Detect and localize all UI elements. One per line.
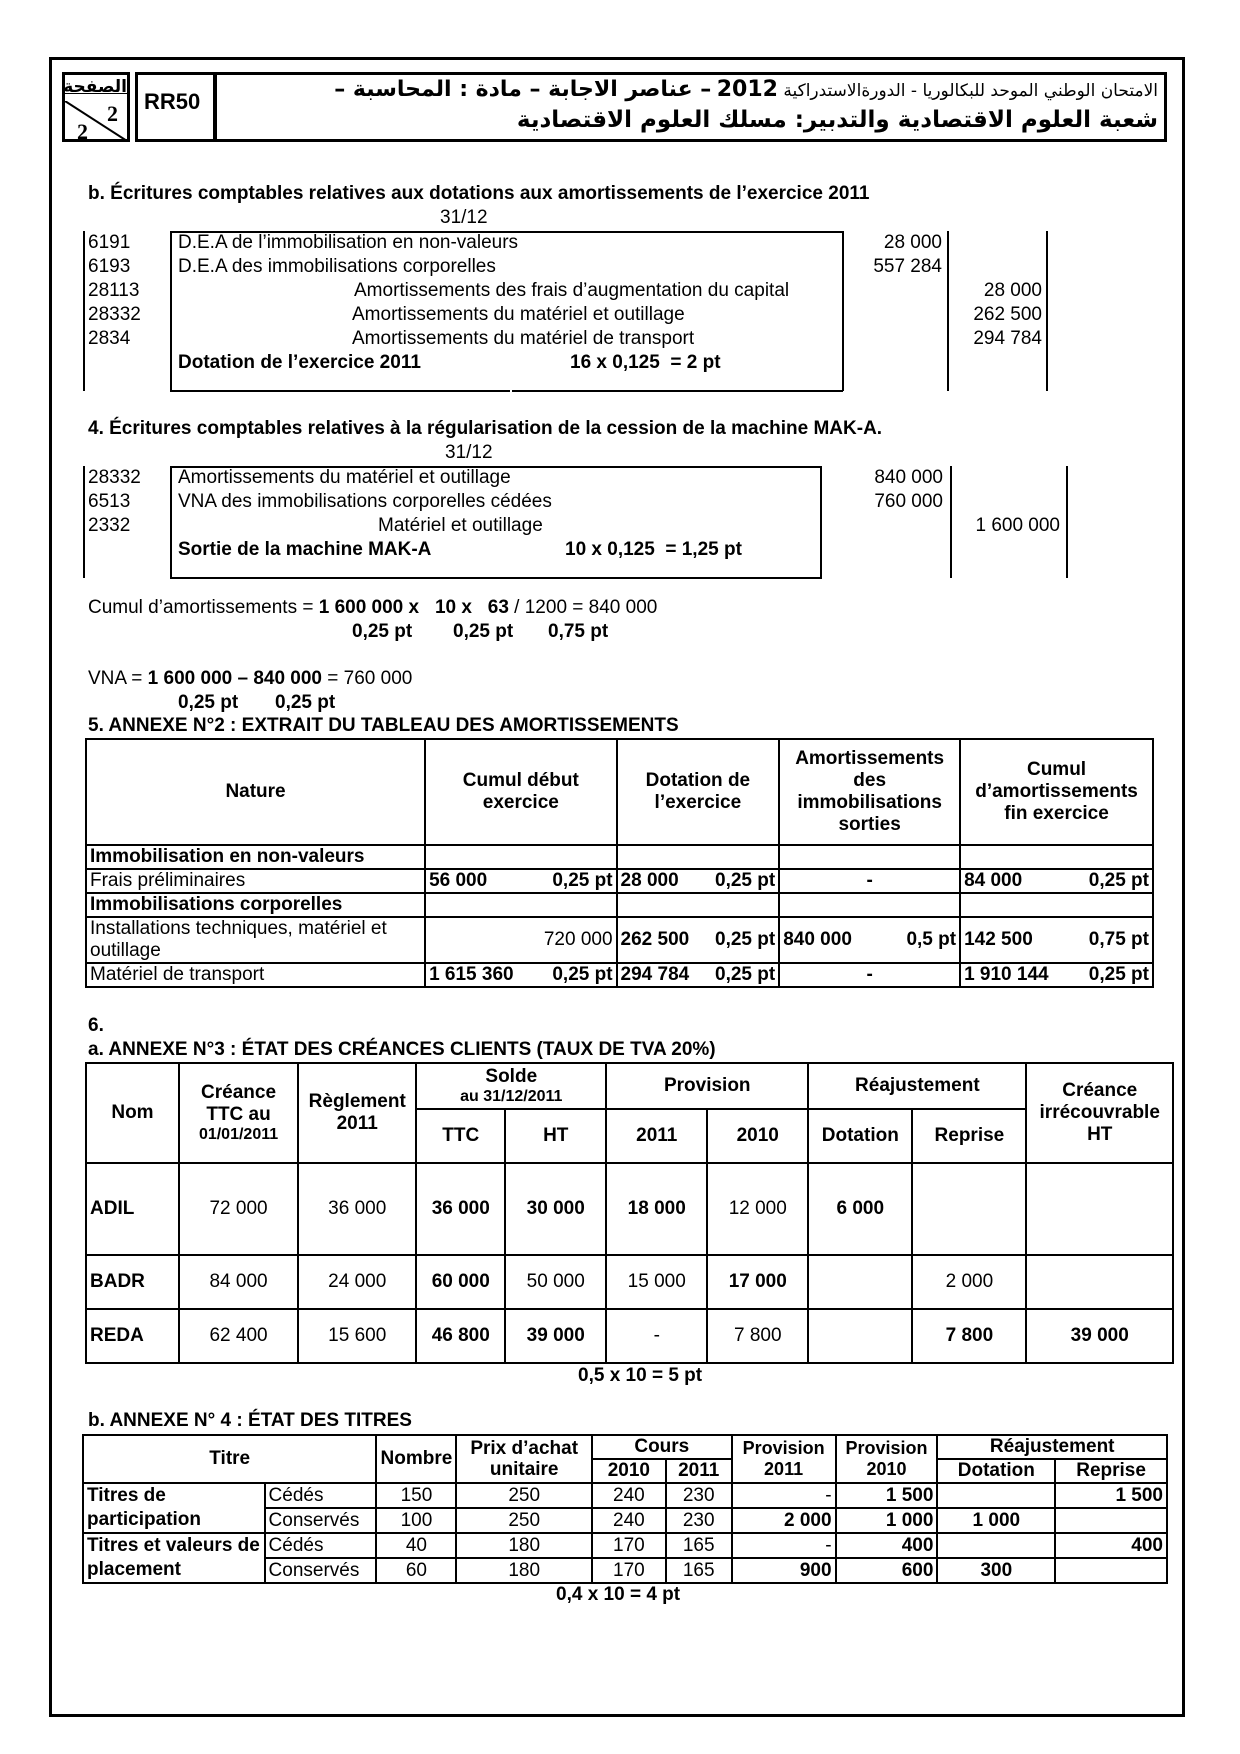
journal-b-row: [88, 304, 141, 326]
cell: 180: [456, 1558, 592, 1583]
annexe4-table: [82, 1434, 1168, 1584]
cell: 46 800: [416, 1309, 505, 1363]
journal-b-credit: 28 000: [983, 280, 1042, 301]
cell-value: 142 500: [964, 929, 1033, 950]
cell: -: [732, 1483, 836, 1508]
cell: 84 000: [179, 1255, 298, 1309]
vna-pt-1: 0,25 pt: [178, 692, 239, 713]
header-provision: Provision: [606, 1063, 808, 1109]
cell: 1 500: [836, 1483, 938, 1508]
journal-b-row: [88, 232, 130, 254]
cell: 165: [666, 1558, 732, 1583]
cell-value: 294 784: [620, 964, 690, 985]
journal-b-label: Amortissements du matériel de transport: [352, 328, 695, 349]
cell-value: 262 500: [620, 929, 690, 950]
cell: 170: [592, 1533, 666, 1558]
journal-b-debit: 557 284: [873, 256, 942, 277]
journal-b-left-line: [170, 231, 172, 391]
section-4-title: 4. Écritures comptables relatives à la régularisation de la cession de la machine MAK-A.: [88, 418, 883, 439]
journal-4-footer-label: Sortie de la machine MAK-A: [178, 539, 432, 560]
cell: 600: [836, 1558, 938, 1583]
cell: 36 000: [416, 1163, 505, 1255]
cell: 2 000: [912, 1255, 1026, 1309]
cumul-d: / 1200: [508, 597, 568, 618]
journal-b-right-line: [842, 231, 844, 391]
exam-year: 2012: [716, 77, 778, 102]
account-number: 28113: [88, 280, 140, 301]
cell: [937, 1483, 1055, 1508]
journal-b-credit: 294 784: [973, 328, 1042, 349]
cell-nature: Frais préliminaires: [86, 869, 425, 893]
subheader: HT: [505, 1109, 606, 1163]
cell-value: 1 910 144: [964, 964, 1049, 985]
cumul-pt-3: 0,75 pt: [548, 621, 609, 642]
journal-4-label: Matériel et outillage: [378, 515, 543, 536]
header-dotation: Dotation de l’exercice: [617, 739, 780, 845]
exam-code: RR50: [144, 89, 201, 114]
cell: 170: [592, 1558, 666, 1583]
table-row: [86, 869, 1153, 893]
cell-points: 0,25 pt: [715, 870, 776, 891]
cell-points: 0,75 pt: [1088, 929, 1149, 950]
header-reajustement: Réajustement: [808, 1063, 1026, 1109]
annexe2-table: [85, 738, 1154, 988]
vna-result: = 760 000: [322, 668, 413, 689]
header-cumul-debut: Cumul début exercice: [425, 739, 616, 845]
header-solde: [416, 1063, 606, 1109]
journal-b-margin-line: [83, 231, 85, 391]
cell: 300: [937, 1558, 1055, 1583]
cell-etat: Cédés: [265, 1533, 377, 1558]
cumul-formula: [88, 597, 657, 619]
cell: [808, 1255, 912, 1309]
cell-value: 840 000: [783, 929, 852, 950]
subheader: TTC: [416, 1109, 505, 1163]
journal-b-end-line: [1046, 231, 1048, 391]
header-creance-label: Créance TTC au: [201, 1082, 277, 1125]
section-b-date: 31/12: [440, 207, 488, 228]
header-prix: Prix d’achat unitaire: [456, 1435, 592, 1483]
journal-4-margin-line: [83, 466, 85, 578]
cell: 39 000: [1026, 1309, 1173, 1363]
header-cours: Cours: [592, 1435, 732, 1459]
cell-nom: REDA: [86, 1309, 179, 1363]
journal-4-credit: 1 600 000: [975, 515, 1060, 536]
header-creance-date: 01/01/2011: [198, 1126, 279, 1143]
cell-etat: Conservés: [265, 1558, 377, 1583]
cell: [1055, 1558, 1167, 1583]
journal-b-bottom-left: [170, 390, 510, 392]
journal-b-label: D.E.A des immobilisations corporelles: [178, 256, 496, 277]
header-creance: [179, 1063, 298, 1163]
header-reajustement: Réajustement: [937, 1435, 1167, 1459]
annexe3-points: 0,5 x 10 = 5 pt: [578, 1365, 703, 1386]
cell: [808, 1309, 912, 1363]
cell: 1 000: [937, 1508, 1055, 1533]
journal-b-row: [88, 256, 130, 278]
journal-b-row: [88, 280, 139, 302]
subheader: 2010: [707, 1109, 808, 1163]
journal-4-account: 2332: [88, 515, 131, 536]
cell: 17 000: [707, 1255, 808, 1309]
header-irrecouvrable: Créance irrécouvrable HT: [1026, 1063, 1173, 1163]
exam-title: – عناصر الاجابة – مادة : المحاسبة –: [334, 77, 712, 102]
cell-nature: Installations techniques, matériel et outillage: [86, 917, 425, 963]
account-number: 28332: [88, 304, 141, 325]
journal-4-end-line: [1066, 466, 1068, 578]
cell-points: 0,25 pt: [715, 929, 776, 950]
cell-points: 0,5 pt: [906, 929, 957, 950]
cell: 230: [666, 1483, 732, 1508]
cell: 24 000: [298, 1255, 416, 1309]
header-solde-label: Solde: [485, 1066, 538, 1087]
account-number: 2834: [88, 328, 131, 349]
page-label: الصفحة: [63, 77, 127, 97]
cell-nom: ADIL: [86, 1163, 179, 1255]
cell: [1026, 1255, 1173, 1309]
header-line2: شعبة العلوم الاقتصادية والتدبير: مسلك العلوم الاقتصادية: [516, 107, 1158, 133]
cell: 180: [456, 1533, 592, 1558]
cell: 62 400: [179, 1309, 298, 1363]
cell: 72 000: [179, 1163, 298, 1255]
cell: 400: [836, 1533, 938, 1558]
cell-nature: Matériel de transport: [86, 963, 425, 987]
cell: 7 800: [707, 1309, 808, 1363]
cell-value: -: [779, 869, 960, 893]
cell-points: 0,25 pt: [1088, 964, 1149, 985]
section-b-title: b. Écritures comptables relatives aux dotations aux amortissements de l’exercice 2011: [88, 183, 870, 204]
subheader: 2010: [592, 1459, 666, 1483]
cell: -: [606, 1309, 707, 1363]
cell: 36 000: [298, 1163, 416, 1255]
journal-4-account: 28332: [88, 467, 141, 488]
title-box: [213, 72, 1167, 142]
cell: 165: [666, 1533, 732, 1558]
header-nom: Nom: [86, 1063, 179, 1163]
page-total: 2: [77, 119, 88, 144]
cell: 12 000: [707, 1163, 808, 1255]
section-4-date: 31/12: [445, 442, 493, 463]
journal-b-credit: 262 500: [973, 304, 1042, 325]
cell: 50 000: [505, 1255, 606, 1309]
group-label: Immobilisation en non-valeurs: [86, 845, 425, 869]
subheader: 2011: [666, 1459, 732, 1483]
cell-points: 0,25 pt: [715, 964, 776, 985]
cell-points: 0,25 pt: [552, 870, 613, 891]
header-nature: Nature: [86, 739, 425, 845]
subheader: Dotation: [808, 1109, 912, 1163]
annexe4-title: b. ANNEXE N° 4 : ÉTAT DES TITRES: [88, 1410, 412, 1431]
annexe4-points: 0,4 x 10 = 4 pt: [556, 1584, 681, 1605]
cell-value: 56 000: [429, 870, 488, 891]
cell: [912, 1163, 1026, 1255]
cell-value: -: [779, 963, 960, 987]
cell: 60 000: [416, 1255, 505, 1309]
journal-4-label: Amortissements du matériel et outillage: [178, 467, 511, 488]
table-row: [86, 1255, 1173, 1309]
table-row: [86, 917, 1153, 963]
header-provision-2010: Provision 2010: [836, 1435, 938, 1483]
cell-etat: Cédés: [265, 1483, 377, 1508]
cell: 1 000: [836, 1508, 938, 1533]
subheader: Reprise: [912, 1109, 1026, 1163]
header-sorties: Amortissements des immobilisations sorties: [779, 739, 960, 845]
cell: 2 000: [732, 1508, 836, 1533]
journal-4-right-line: [820, 466, 822, 578]
cell: 7 800: [912, 1309, 1026, 1363]
header-reglement: Règlement 2011: [298, 1063, 416, 1163]
cell: [1026, 1163, 1173, 1255]
cell: 400: [1055, 1533, 1167, 1558]
group-name: Titres de participation: [83, 1483, 265, 1533]
journal-b-footer-points: 16 x 0,125 = 2 pt: [570, 352, 721, 373]
journal-b-row: [88, 328, 130, 350]
journal-b-bottom-right: [512, 390, 843, 392]
cell: [937, 1533, 1055, 1558]
cell-points: 0,25 pt: [552, 964, 613, 985]
header-provision-2011: Provision 2011: [732, 1435, 836, 1483]
cell: 40: [376, 1533, 456, 1558]
subheader: 2011: [606, 1109, 707, 1163]
section-6-num: 6.: [88, 1015, 104, 1036]
cumul-b: 10 x: [434, 597, 472, 618]
cell: 18 000: [606, 1163, 707, 1255]
vna-expr: 1 600 000 – 840 000: [147, 668, 323, 689]
subheader: Reprise: [1055, 1459, 1167, 1483]
table-row: [83, 1533, 1167, 1558]
journal-b-footer-label: Dotation de l’exercice 2011: [178, 352, 421, 373]
cell: 900: [732, 1558, 836, 1583]
journal-4-debit: 760 000: [874, 491, 943, 512]
page-num: 2: [107, 101, 118, 126]
header-cumul-fin: Cumul d’amortissements fin exercice: [960, 739, 1153, 845]
annexe3-table: [85, 1062, 1174, 1364]
cell: 1 500: [1055, 1483, 1167, 1508]
cell-value: 1 615 360: [429, 964, 514, 985]
cell: 39 000: [505, 1309, 606, 1363]
cell-points: 0,25 pt: [1088, 870, 1149, 891]
cell: 240: [592, 1483, 666, 1508]
journal-b-label: Amortissements des frais d’augmentation du capital: [354, 280, 790, 301]
cumul-result: = 840 000: [567, 597, 658, 618]
cell: 100: [376, 1508, 456, 1533]
cell: -: [732, 1533, 836, 1558]
cell-value: 28 000: [620, 870, 679, 891]
table-row: [86, 1163, 1173, 1255]
cell-etat: Conservés: [265, 1508, 377, 1533]
header-line1: [334, 77, 1158, 102]
cell: 30 000: [505, 1163, 606, 1255]
page-number-box: [62, 72, 130, 142]
cumul-c: 63: [487, 597, 509, 618]
account-number: 6193: [88, 256, 131, 277]
group-label: Immobilisations corporelles: [86, 893, 425, 917]
journal-4-debit: 840 000: [874, 467, 943, 488]
cell-value: 84 000: [964, 870, 1023, 891]
journal-4-left-line: [170, 466, 172, 578]
cell: 6 000: [808, 1163, 912, 1255]
journal-4-bottom-line: [170, 577, 822, 579]
annexe2-title: 5. ANNEXE N°2 : EXTRAIT DU TABLEAU DES AMORTISSEMENTS: [88, 715, 679, 736]
cell: 150: [376, 1483, 456, 1508]
header-titre: Titre: [83, 1435, 376, 1483]
code-box: [135, 72, 217, 142]
journal-b-label: Amortissements du matériel et outillage: [352, 304, 685, 325]
group-name: Titres et valeurs de placement: [83, 1533, 265, 1583]
journal-b-debit: 28 000: [883, 232, 942, 253]
cell: 230: [666, 1508, 732, 1533]
table-row: [83, 1483, 1167, 1508]
cell: 60: [376, 1558, 456, 1583]
journal-4-account: 6513: [88, 491, 131, 512]
cell: 240: [592, 1508, 666, 1533]
header-solde-date: au 31/12/2011: [460, 1088, 563, 1105]
subheader: Dotation: [937, 1459, 1055, 1483]
journal-b-credit-line: [947, 231, 949, 391]
vna-prefix: VNA =: [88, 668, 148, 689]
table-row: [86, 1309, 1173, 1363]
cell: 15 600: [298, 1309, 416, 1363]
journal-b-label: D.E.A de l’immobilisation en non-valeurs: [178, 232, 519, 253]
cell: 250: [456, 1508, 592, 1533]
cell-value: 720 000: [425, 917, 616, 963]
exam-name: الامتحان الوطني الموحد للبكالوريا - الدورةالاستدراكية: [783, 81, 1158, 101]
cell-nom: BADR: [86, 1255, 179, 1309]
journal-4-footer-points: 10 x 0,125 = 1,25 pt: [565, 539, 742, 560]
account-number: 6191: [88, 232, 131, 253]
header-nombre: Nombre: [376, 1435, 456, 1483]
journal-4-credit-line: [950, 466, 952, 578]
cumul-pt-1: 0,25 pt: [352, 621, 413, 642]
cell: 15 000: [606, 1255, 707, 1309]
cumul-pt-2: 0,25 pt: [453, 621, 514, 642]
cell: 250: [456, 1483, 592, 1508]
table-row: [86, 963, 1153, 987]
annexe3-title: a. ANNEXE N°3 : ÉTAT DES CRÉANCES CLIENTS (TAUX DE TVA 20%): [88, 1039, 716, 1060]
cell: [1055, 1508, 1167, 1533]
cumul-prefix: Cumul d’amortissements =: [88, 597, 319, 618]
vna-formula: [88, 668, 412, 690]
vna-pt-2: 0,25 pt: [275, 692, 336, 713]
cumul-a: 1 600 000 x: [318, 597, 420, 618]
journal-4-label: VNA des immobilisations corporelles cédées: [178, 491, 552, 512]
